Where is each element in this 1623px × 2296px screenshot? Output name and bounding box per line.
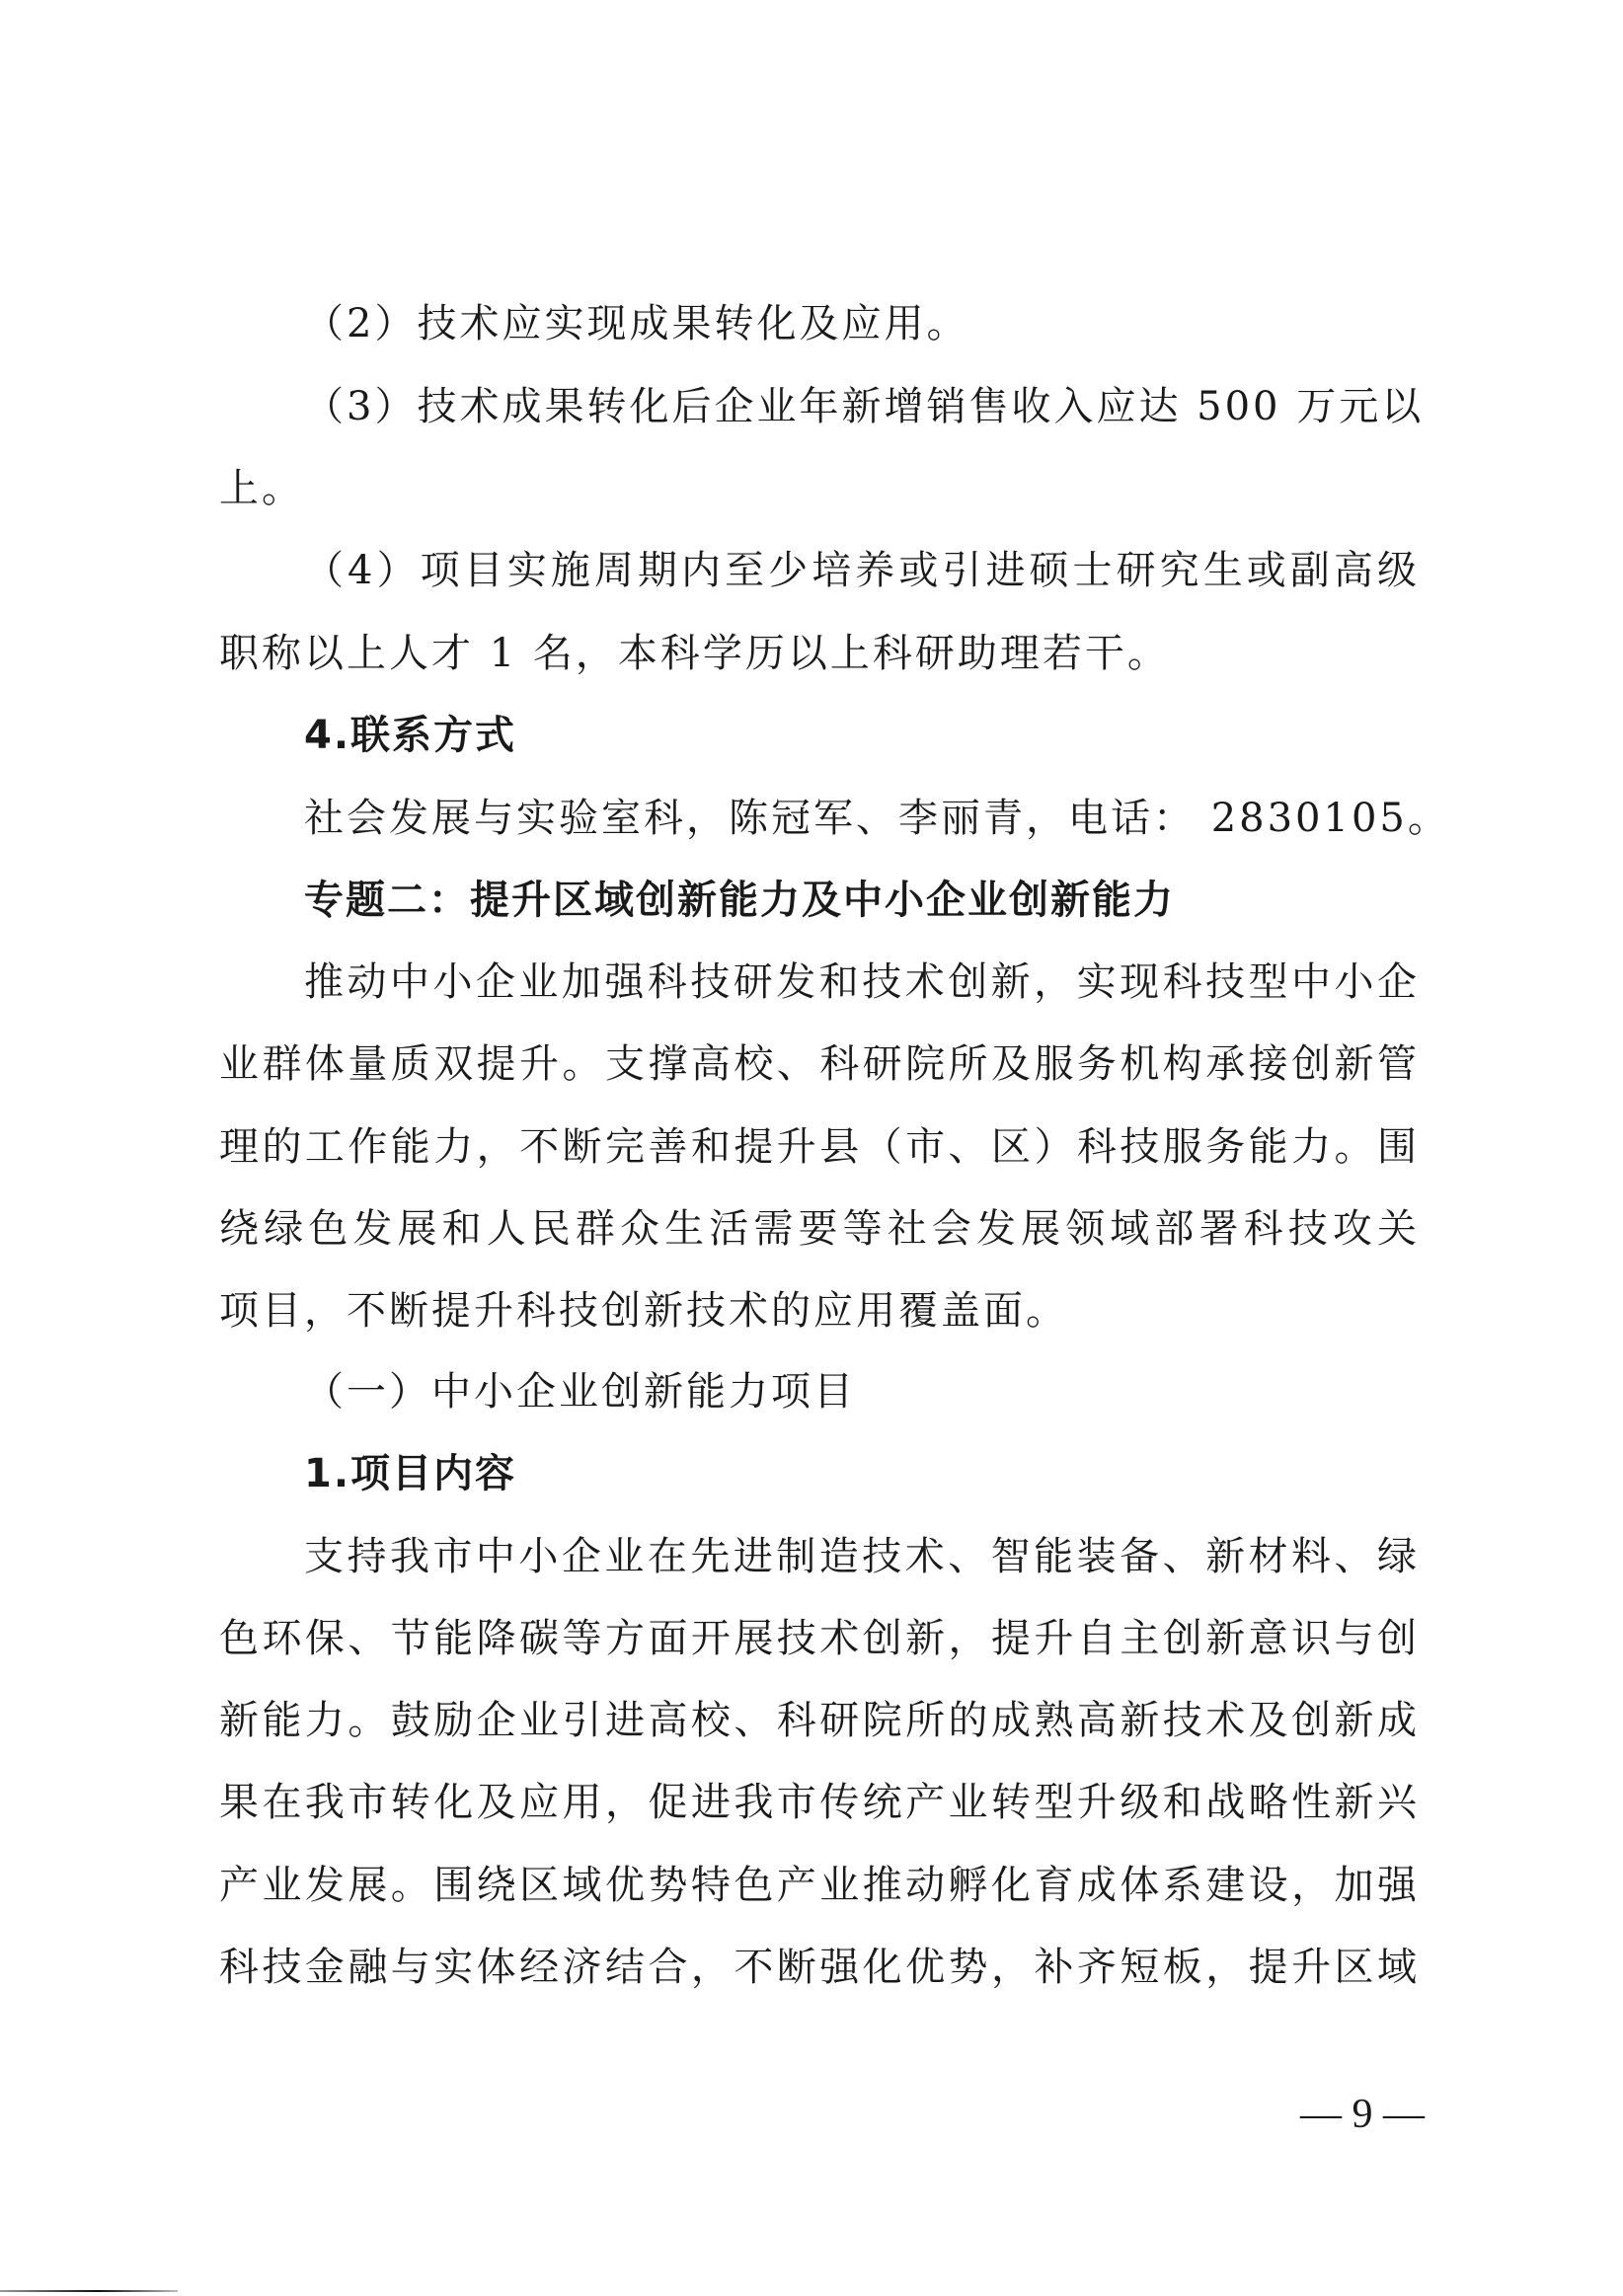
paragraph-line: 果在我市转化及应用，促进我市传统产业转型升级和战略性新兴 (219, 1780, 1420, 1825)
page-number: — 9 — (1300, 2092, 1425, 2137)
list-item-3-continued: 上。 (219, 466, 304, 511)
subsection-title: （一）中小企业创新能力项目 (304, 1369, 856, 1415)
heading-project-content: 1.项目内容 (304, 1451, 517, 1496)
paragraph-line: 色环保、节能降碳等方面开展技术创新，提升自主创新意识与创 (219, 1616, 1420, 1661)
list-item-4: （4）项目实施周期内至少培养或引进硕士研究生或副高级 (304, 548, 1420, 593)
paragraph-line: 支持我市中小企业在先进制造技术、智能装备、新材料、绿 (304, 1534, 1420, 1579)
paragraph-line: 新能力。鼓励企业引进高校、科研院所的成熟高新技术及创新成 (219, 1698, 1420, 1743)
paragraph-line: 推动中小企业加强科技研发和技术创新，实现科技型中小企 (304, 959, 1420, 1005)
scan-artifact-line (0, 2290, 178, 2292)
paragraph-line: 业群体量质双提升。支撑高校、科研院所及服务机构承接创新管 (219, 1041, 1420, 1087)
section-title-topic-2: 专题二：提升区域创新能力及中小企业创新能力 (304, 878, 1175, 923)
list-item-2: （2）技术应实现成果转化及应用。 (304, 301, 969, 346)
list-item-3: （3）技术成果转化后企业年新增销售收入应达 500 万元以 (304, 384, 1425, 429)
paragraph-line: 绕绿色发展和人民群众生活需要等社会发展领域部署科技攻关 (219, 1206, 1420, 1252)
paragraph-line: 科技金融与实体经济结合，不断强化优势，补齐短板，提升区域 (219, 1945, 1420, 1990)
heading-contact: 4.联系方式 (304, 713, 517, 758)
list-item-4-continued: 职称以上人才 1 名，本科学历以上科研助理若干。 (219, 631, 1170, 676)
paragraph-line: 理的工作能力，不断完善和提升县（市、区）科技服务能力。围 (219, 1124, 1420, 1170)
paragraph-line: 项目，不断提升科技创新技术的应用覆盖面。 (219, 1288, 1068, 1334)
contact-info: 社会发展与实验室科，陈冠军、李丽青，电话： 2830105。 (304, 796, 1450, 841)
paragraph-line: 产业发展。围绕区域优势特色产业推动孵化育成体系建设，加强 (219, 1863, 1420, 1908)
